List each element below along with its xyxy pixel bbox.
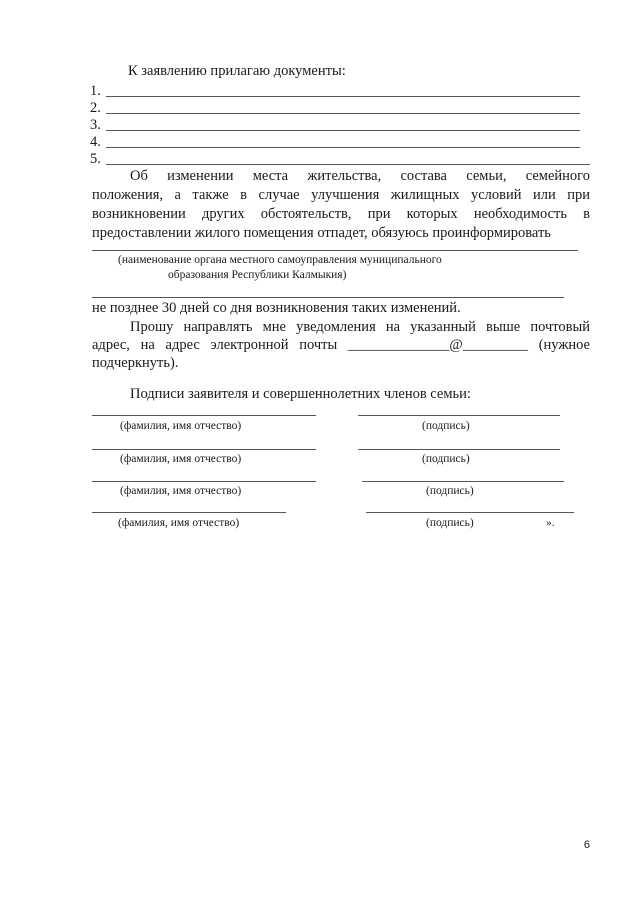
sign-line-4 <box>366 512 574 513</box>
notification-line-2: адрес, на адрес электронной почты ______________@_________ (нужное <box>92 337 590 353</box>
authority-line-2 <box>92 297 564 298</box>
attachment-number-1: 1. <box>90 83 101 99</box>
sign-line-3 <box>362 481 564 482</box>
attachment-number-2: 2. <box>90 100 101 116</box>
notification-line-3: подчеркнуть). <box>92 355 179 371</box>
attachment-line-1 <box>106 96 580 97</box>
attachment-line-4 <box>106 147 580 148</box>
attachment-number-3: 3. <box>90 117 101 133</box>
deadline-text: не позднее 30 дней со дня возникновения таких изменений. <box>92 300 461 316</box>
sign-line-1 <box>358 415 560 416</box>
obligation-line-2: положения, а также в случае улучшения жилищных условий или при <box>92 187 590 203</box>
obligation-line-1: Об изменении места жительства, состава семьи, семейного <box>130 168 590 184</box>
attachment-line-2 <box>106 113 580 114</box>
signatures-heading: Подписи заявителя и совершеннолетних членов семьи: <box>130 386 471 402</box>
name-line-4 <box>92 512 286 513</box>
attachment-number-5: 5. <box>90 151 101 167</box>
sign-line-2 <box>358 449 560 450</box>
sign-caption-2: (подпись) <box>422 453 470 465</box>
authority-line <box>92 250 578 251</box>
obligation-line-3: возникновении других обстоятельств, при которых необходимость в <box>92 206 590 222</box>
sign-caption-1: (подпись) <box>422 420 470 432</box>
name-caption-2: (фамилия, имя отчество) <box>120 453 242 465</box>
name-caption-4: (фамилия, имя отчество) <box>118 517 240 529</box>
name-caption-3: (фамилия, имя отчество) <box>120 485 242 497</box>
sign-caption-4: (подпись) <box>426 517 474 529</box>
name-caption-1: (фамилия, имя отчество) <box>120 420 242 432</box>
name-line-3 <box>92 481 316 482</box>
name-line-2 <box>92 449 316 450</box>
sign-caption-3: (подпись) <box>426 485 474 497</box>
attachments-heading: К заявлению прилагаю документы: <box>128 63 346 79</box>
obligation-line-4: предоставлении жилого помещения отпадет, обязуюсь проинформировать <box>92 225 551 241</box>
attachment-number-4: 4. <box>90 134 101 150</box>
name-line-1 <box>92 415 316 416</box>
authority-caption-2: образования Республики Калмыкия) <box>168 269 347 281</box>
attachment-line-5 <box>106 164 590 165</box>
authority-caption-1: (наименование органа местного самоуправления муниципального <box>118 254 442 266</box>
page-number: 6 <box>583 839 590 851</box>
closing-quote: ». <box>546 517 555 529</box>
attachment-line-3 <box>106 130 580 131</box>
notification-line-1: Прошу направлять мне уведомления на указанный выше почтовый <box>130 319 590 335</box>
